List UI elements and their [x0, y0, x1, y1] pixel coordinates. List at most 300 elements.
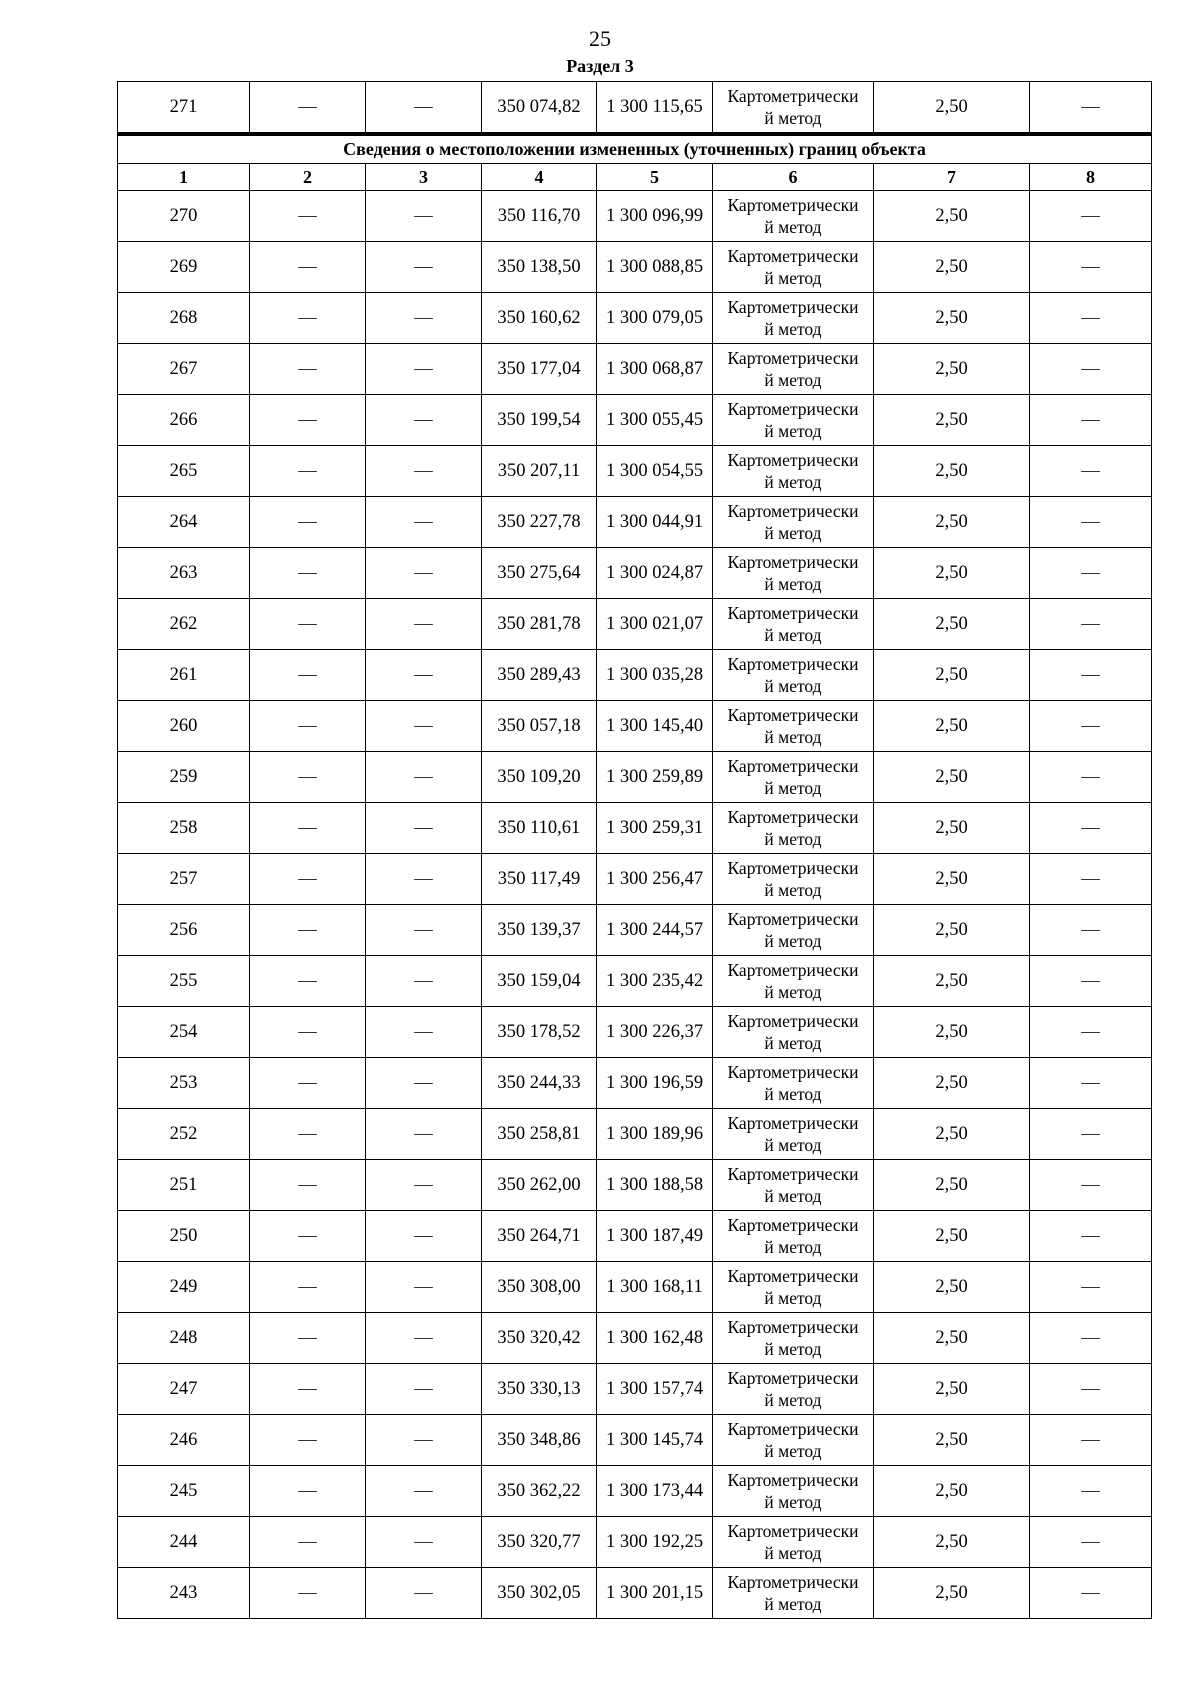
boundary-table [117, 133, 1152, 1619]
method-line2: й метод [764, 778, 822, 798]
method-cell [713, 1007, 874, 1058]
method-cell [713, 1415, 874, 1466]
table-row [118, 548, 1152, 599]
method-line1: Картометрически [727, 1164, 859, 1184]
y-coordinate-cell: 1 300 235,42 [597, 956, 713, 1007]
accuracy-cell: 2,50 [874, 701, 1030, 752]
method-cell [713, 1262, 874, 1313]
dash-cell: — [1030, 650, 1152, 701]
method-line1: Картометрически [727, 705, 859, 725]
x-coordinate-cell: 350 362,22 [482, 1466, 597, 1517]
method-line1: Картометрически [727, 654, 859, 674]
method-cell [713, 1313, 874, 1364]
method-line1: Картометрически [727, 552, 859, 572]
dash-cell: — [366, 803, 482, 854]
method-cell [713, 1517, 874, 1568]
method-line2: й метод [764, 421, 822, 441]
y-coordinate-cell: 1 300 226,37 [597, 1007, 713, 1058]
dash-cell: — [1030, 1160, 1152, 1211]
method-cell [713, 293, 874, 344]
point-number-cell: 258 [118, 803, 250, 854]
x-coordinate-cell: 350 116,70 [482, 191, 597, 242]
method-cell [713, 854, 874, 905]
dash-cell: — [250, 1466, 366, 1517]
method-line2: й метод [764, 319, 822, 339]
table-row [118, 752, 1152, 803]
dash-cell: — [1030, 395, 1152, 446]
point-number-cell: 243 [118, 1568, 250, 1619]
accuracy-cell: 2,50 [874, 1313, 1030, 1364]
x-coordinate-cell: 350 159,04 [482, 956, 597, 1007]
table-row [118, 395, 1152, 446]
method-line1: Картометрически [727, 1113, 859, 1133]
x-coordinate-cell: 350 110,61 [482, 803, 597, 854]
method-line1: Картометрически [727, 399, 859, 419]
column-header-row [118, 164, 1152, 191]
accuracy-cell: 2,50 [874, 1415, 1030, 1466]
dash-cell: — [366, 395, 482, 446]
method-line1: Картометрически [727, 246, 859, 266]
accuracy-cell: 2,50 [874, 854, 1030, 905]
point-number-cell: 265 [118, 446, 250, 497]
point-number-cell: 271 [118, 82, 250, 133]
point-number-cell: 269 [118, 242, 250, 293]
method-line2: й метод [764, 1441, 822, 1461]
x-coordinate-cell: 350 289,43 [482, 650, 597, 701]
x-coordinate-cell: 350 138,50 [482, 242, 597, 293]
dash-cell: — [250, 1109, 366, 1160]
method-line2: й метод [764, 880, 822, 900]
x-coordinate-cell: 350 057,18 [482, 701, 597, 752]
dash-cell: — [250, 1211, 366, 1262]
y-coordinate-cell: 1 300 054,55 [597, 446, 713, 497]
dash-cell: — [250, 82, 366, 133]
table-row [118, 344, 1152, 395]
y-coordinate-cell: 1 300 035,28 [597, 650, 713, 701]
dash-cell: — [1030, 1109, 1152, 1160]
method-line1: Картометрически [727, 1368, 859, 1388]
dash-cell: — [250, 497, 366, 548]
table-row [118, 1160, 1152, 1211]
method-line1: Картометрически [727, 1266, 859, 1286]
dash-cell: — [1030, 854, 1152, 905]
table-row [118, 242, 1152, 293]
method-line2: й метод [764, 1135, 822, 1155]
method-cell [713, 599, 874, 650]
dash-cell: — [1030, 752, 1152, 803]
dash-cell: — [250, 344, 366, 395]
table-row [118, 854, 1152, 905]
method-line1: Картометрически [727, 1011, 859, 1031]
method-line2: й метод [764, 268, 822, 288]
method-line2: й метод [764, 370, 822, 390]
x-coordinate-cell: 350 262,00 [482, 1160, 597, 1211]
dash-cell: — [1030, 1262, 1152, 1313]
method-line2: й метод [764, 727, 822, 747]
method-cell [713, 752, 874, 803]
x-coordinate-cell: 350 275,64 [482, 548, 597, 599]
dash-cell: — [1030, 803, 1152, 854]
method-cell [713, 82, 874, 133]
method-line2: й метод [764, 625, 822, 645]
accuracy-cell: 2,50 [874, 1058, 1030, 1109]
method-line1: Картометрически [727, 858, 859, 878]
x-coordinate-cell: 350 281,78 [482, 599, 597, 650]
accuracy-cell: 2,50 [874, 1517, 1030, 1568]
dash-cell: — [1030, 446, 1152, 497]
accuracy-cell: 2,50 [874, 905, 1030, 956]
accuracy-cell: 2,50 [874, 1007, 1030, 1058]
y-coordinate-cell: 1 300 201,15 [597, 1568, 713, 1619]
dash-cell: — [366, 1517, 482, 1568]
dash-cell: — [1030, 599, 1152, 650]
method-line2: й метод [764, 523, 822, 543]
method-line2: й метод [764, 1339, 822, 1359]
dash-cell: — [366, 905, 482, 956]
method-line2: й метод [764, 108, 822, 128]
y-coordinate-cell: 1 300 259,31 [597, 803, 713, 854]
method-cell [713, 701, 874, 752]
dash-cell: — [250, 395, 366, 446]
dash-cell: — [250, 752, 366, 803]
y-coordinate-cell: 1 300 244,57 [597, 905, 713, 956]
accuracy-cell: 2,50 [874, 1211, 1030, 1262]
dash-cell: — [366, 1211, 482, 1262]
y-coordinate-cell: 1 300 256,47 [597, 854, 713, 905]
method-line2: й метод [764, 1084, 822, 1104]
point-number-cell: 246 [118, 1415, 250, 1466]
method-line2: й метод [764, 472, 822, 492]
method-line2: й метод [764, 217, 822, 237]
point-number-cell: 256 [118, 905, 250, 956]
table-row [118, 1517, 1152, 1568]
dash-cell: — [250, 650, 366, 701]
dash-cell: — [1030, 1364, 1152, 1415]
dash-cell: — [250, 956, 366, 1007]
method-line2: й метод [764, 574, 822, 594]
accuracy-cell: 2,50 [874, 650, 1030, 701]
method-cell [713, 497, 874, 548]
method-line1: Картометрически [727, 501, 859, 521]
dash-cell: — [366, 1058, 482, 1109]
point-number-cell: 255 [118, 956, 250, 1007]
dash-cell: — [1030, 956, 1152, 1007]
x-coordinate-cell: 350 302,05 [482, 1568, 597, 1619]
x-coordinate-cell: 350 320,77 [482, 1517, 597, 1568]
dash-cell: — [1030, 1568, 1152, 1619]
method-line1: Картометрически [727, 1572, 859, 1592]
column-header: 3 [366, 164, 482, 191]
method-line2: й метод [764, 1543, 822, 1563]
x-coordinate-cell: 350 074,82 [482, 82, 597, 133]
table-row [118, 1262, 1152, 1313]
method-line2: й метод [764, 1288, 822, 1308]
dash-cell: — [1030, 701, 1152, 752]
dash-cell: — [366, 956, 482, 1007]
dash-cell: — [366, 1007, 482, 1058]
column-header: 6 [713, 164, 874, 191]
table-row [118, 599, 1152, 650]
method-cell [713, 650, 874, 701]
dash-cell: — [366, 446, 482, 497]
section-title: Раздел 3 [566, 56, 634, 76]
method-line2: й метод [764, 1594, 822, 1614]
dash-cell: — [1030, 1517, 1152, 1568]
dash-cell: — [366, 599, 482, 650]
method-line2: й метод [764, 1237, 822, 1257]
dash-cell: — [1030, 82, 1152, 133]
point-number-cell: 251 [118, 1160, 250, 1211]
method-line1: Картометрически [727, 1521, 859, 1541]
dash-cell: — [250, 599, 366, 650]
dash-cell: — [1030, 1211, 1152, 1262]
dash-cell: — [250, 293, 366, 344]
y-coordinate-cell: 1 300 024,87 [597, 548, 713, 599]
method-cell [713, 548, 874, 599]
dash-cell: — [250, 1364, 366, 1415]
method-cell [713, 1466, 874, 1517]
dash-cell: — [250, 1313, 366, 1364]
table-caption: Сведения о местоположении измененных (уточненных) границ объекта [118, 135, 1152, 164]
dash-cell: — [366, 1160, 482, 1211]
method-cell [713, 956, 874, 1007]
dash-cell: — [1030, 497, 1152, 548]
x-coordinate-cell: 350 117,49 [482, 854, 597, 905]
column-header: 7 [874, 164, 1030, 191]
accuracy-cell: 2,50 [874, 446, 1030, 497]
dash-cell: — [250, 1160, 366, 1211]
column-header: 1 [118, 164, 250, 191]
point-number-cell: 260 [118, 701, 250, 752]
method-cell [713, 905, 874, 956]
accuracy-cell: 2,50 [874, 1466, 1030, 1517]
method-line2: й метод [764, 1033, 822, 1053]
column-header: 8 [1030, 164, 1152, 191]
method-line2: й метод [764, 676, 822, 696]
accuracy-cell: 2,50 [874, 191, 1030, 242]
dash-cell: — [250, 242, 366, 293]
dash-cell: — [366, 497, 482, 548]
method-line1: Картометрически [727, 1317, 859, 1337]
method-line1: Картометрически [727, 960, 859, 980]
method-line1: Картометрически [727, 86, 859, 106]
dash-cell: — [1030, 1007, 1152, 1058]
accuracy-cell: 2,50 [874, 1568, 1030, 1619]
table-row [118, 1058, 1152, 1109]
accuracy-cell: 2,50 [874, 293, 1030, 344]
y-coordinate-cell: 1 300 044,91 [597, 497, 713, 548]
dash-cell: — [250, 548, 366, 599]
method-cell [713, 1364, 874, 1415]
accuracy-cell: 2,50 [874, 803, 1030, 854]
dash-cell: — [1030, 344, 1152, 395]
dash-cell: — [366, 650, 482, 701]
method-cell [713, 1160, 874, 1211]
dash-cell: — [1030, 1466, 1152, 1517]
method-line2: й метод [764, 1390, 822, 1410]
accuracy-cell: 2,50 [874, 1262, 1030, 1313]
method-line2: й метод [764, 982, 822, 1002]
table-row [118, 905, 1152, 956]
column-header: 4 [482, 164, 597, 191]
dash-cell: — [366, 701, 482, 752]
dash-cell: — [1030, 1313, 1152, 1364]
point-number-cell: 267 [118, 344, 250, 395]
method-line2: й метод [764, 931, 822, 951]
continuation-table [117, 81, 1152, 133]
dash-cell: — [366, 293, 482, 344]
y-coordinate-cell: 1 300 145,40 [597, 701, 713, 752]
dash-cell: — [1030, 1415, 1152, 1466]
point-number-cell: 245 [118, 1466, 250, 1517]
table-row [118, 803, 1152, 854]
dash-cell: — [1030, 242, 1152, 293]
dash-cell: — [250, 1415, 366, 1466]
point-number-cell: 252 [118, 1109, 250, 1160]
accuracy-cell: 2,50 [874, 497, 1030, 548]
x-coordinate-cell: 350 308,00 [482, 1262, 597, 1313]
method-line2: й метод [764, 1186, 822, 1206]
accuracy-cell: 2,50 [874, 752, 1030, 803]
y-coordinate-cell: 1 300 096,99 [597, 191, 713, 242]
dash-cell: — [366, 344, 482, 395]
column-header: 5 [597, 164, 713, 191]
accuracy-cell: 2,50 [874, 1364, 1030, 1415]
point-number-cell: 257 [118, 854, 250, 905]
point-number-cell: 244 [118, 1517, 250, 1568]
x-coordinate-cell: 350 109,20 [482, 752, 597, 803]
dash-cell: — [366, 82, 482, 133]
x-coordinate-cell: 350 330,13 [482, 1364, 597, 1415]
dash-cell: — [250, 1058, 366, 1109]
dash-cell: — [250, 701, 366, 752]
table-row [118, 701, 1152, 752]
dash-cell: — [250, 446, 366, 497]
accuracy-cell: 2,50 [874, 1109, 1030, 1160]
table-row [118, 82, 1152, 133]
table-row [118, 650, 1152, 701]
table-row [118, 1313, 1152, 1364]
y-coordinate-cell: 1 300 115,65 [597, 82, 713, 133]
method-cell [713, 1109, 874, 1160]
method-line1: Картометрически [727, 1062, 859, 1082]
accuracy-cell: 2,50 [874, 548, 1030, 599]
dash-cell: — [366, 191, 482, 242]
accuracy-cell: 2,50 [874, 82, 1030, 133]
y-coordinate-cell: 1 300 168,11 [597, 1262, 713, 1313]
dash-cell: — [250, 1568, 366, 1619]
page-number: 25 [589, 26, 611, 51]
accuracy-cell: 2,50 [874, 395, 1030, 446]
table-row [118, 1109, 1152, 1160]
column-header: 2 [250, 164, 366, 191]
dash-cell: — [250, 1262, 366, 1313]
x-coordinate-cell: 350 199,54 [482, 395, 597, 446]
table-row [118, 1007, 1152, 1058]
method-line1: Картометрически [727, 807, 859, 827]
dash-cell: — [366, 1415, 482, 1466]
method-line1: Картометрически [727, 297, 859, 317]
dash-cell: — [366, 1364, 482, 1415]
y-coordinate-cell: 1 300 088,85 [597, 242, 713, 293]
y-coordinate-cell: 1 300 021,07 [597, 599, 713, 650]
x-coordinate-cell: 350 258,81 [482, 1109, 597, 1160]
table-row [118, 446, 1152, 497]
point-number-cell: 259 [118, 752, 250, 803]
point-number-cell: 262 [118, 599, 250, 650]
table-row [118, 1364, 1152, 1415]
dash-cell: — [366, 242, 482, 293]
dash-cell: — [366, 1568, 482, 1619]
table-row [118, 497, 1152, 548]
x-coordinate-cell: 350 139,37 [482, 905, 597, 956]
x-coordinate-cell: 350 227,78 [482, 497, 597, 548]
dash-cell: — [250, 1517, 366, 1568]
dash-cell: — [250, 1007, 366, 1058]
dash-cell: — [1030, 1058, 1152, 1109]
dash-cell: — [366, 1466, 482, 1517]
x-coordinate-cell: 350 207,11 [482, 446, 597, 497]
x-coordinate-cell: 350 177,04 [482, 344, 597, 395]
method-line1: Картометрически [727, 603, 859, 623]
point-number-cell: 261 [118, 650, 250, 701]
y-coordinate-cell: 1 300 192,25 [597, 1517, 713, 1568]
accuracy-cell: 2,50 [874, 956, 1030, 1007]
dash-cell: — [1030, 191, 1152, 242]
accuracy-cell: 2,50 [874, 242, 1030, 293]
x-coordinate-cell: 350 320,42 [482, 1313, 597, 1364]
dash-cell: — [366, 1313, 482, 1364]
dash-cell: — [366, 752, 482, 803]
method-line2: й метод [764, 829, 822, 849]
dash-cell: — [250, 905, 366, 956]
dash-cell: — [250, 803, 366, 854]
y-coordinate-cell: 1 300 068,87 [597, 344, 713, 395]
point-number-cell: 270 [118, 191, 250, 242]
method-line1: Картометрически [727, 348, 859, 368]
y-coordinate-cell: 1 300 055,45 [597, 395, 713, 446]
y-coordinate-cell: 1 300 188,58 [597, 1160, 713, 1211]
method-cell [713, 191, 874, 242]
dash-cell: — [366, 1109, 482, 1160]
point-number-cell: 266 [118, 395, 250, 446]
table-caption-row [118, 135, 1152, 164]
point-number-cell: 263 [118, 548, 250, 599]
method-cell [713, 1058, 874, 1109]
y-coordinate-cell: 1 300 145,74 [597, 1415, 713, 1466]
dash-cell: — [1030, 548, 1152, 599]
y-coordinate-cell: 1 300 196,59 [597, 1058, 713, 1109]
y-coordinate-cell: 1 300 173,44 [597, 1466, 713, 1517]
dash-cell: — [366, 548, 482, 599]
method-line1: Картометрически [727, 1419, 859, 1439]
method-cell [713, 242, 874, 293]
point-number-cell: 248 [118, 1313, 250, 1364]
point-number-cell: 247 [118, 1364, 250, 1415]
method-cell [713, 344, 874, 395]
method-line1: Картометрически [727, 450, 859, 470]
y-coordinate-cell: 1 300 079,05 [597, 293, 713, 344]
x-coordinate-cell: 350 264,71 [482, 1211, 597, 1262]
table-row [118, 956, 1152, 1007]
y-coordinate-cell: 1 300 157,74 [597, 1364, 713, 1415]
method-cell [713, 803, 874, 854]
table-row [118, 191, 1152, 242]
method-cell [713, 446, 874, 497]
point-number-cell: 268 [118, 293, 250, 344]
x-coordinate-cell: 350 244,33 [482, 1058, 597, 1109]
y-coordinate-cell: 1 300 187,49 [597, 1211, 713, 1262]
